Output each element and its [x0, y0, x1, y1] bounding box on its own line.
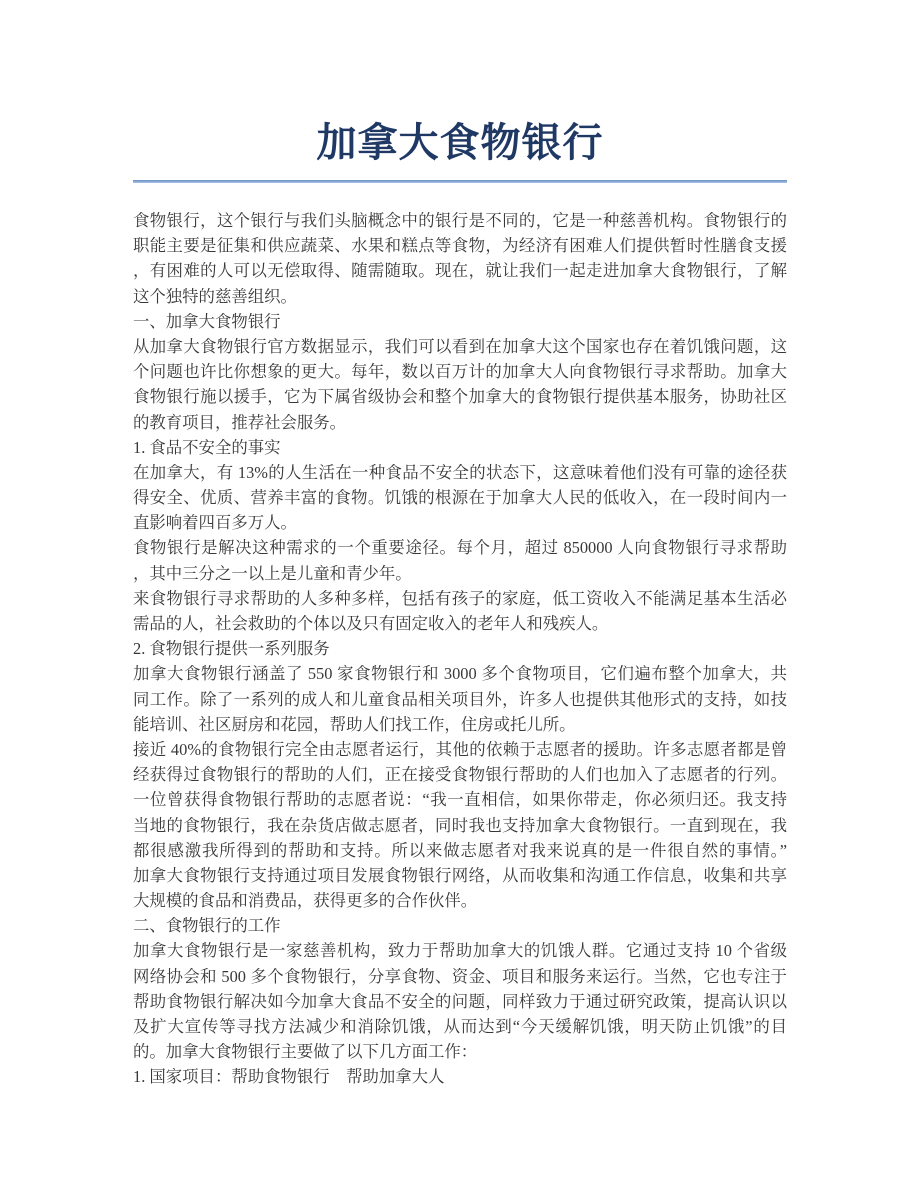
text-line: 这个独特的慈善组织。 — [133, 286, 297, 306]
text-line: 接近 40%的食物银行完全由志愿者运行，其他的依赖于志愿者的援助。许多志愿者都是曾 — [133, 739, 787, 759]
text-line: 帮助食物银行解决如今加拿大食品不安全的问题，同样致力于通过研究政策，提高认识以 — [133, 991, 787, 1011]
text-line: 网络协会和 500 多个食物银行，分享食物、资金、项目和服务来运行。当然，它也专注于 — [133, 966, 787, 986]
list-item-line: 1. 国家项目：帮助食物银行 帮助加拿大人 — [133, 1067, 445, 1087]
text-line: 加拿大食物银行是一家慈善机构，致力于帮助加拿大的饥饿人群。它通过支持 10 个省级 — [133, 941, 787, 961]
text-line: 在加拿大，有 13%的人生活在一种食品不安全的状态下，这意味着他们没有可靠的途径获 — [133, 462, 787, 482]
text-line: 一位曾获得食物银行帮助的志愿者说：“我一直相信，如果你带走，你必须归还。我支持 — [133, 790, 787, 810]
text-line: 直影响着四百多万人。 — [133, 513, 297, 533]
text-line: 都很感激我所得到的帮助和支持。所以来做志愿者对我来说真的是一件很自然的事情。” — [133, 840, 787, 860]
text-line: 需品的人，社会救助的个体以及只有固定收入的老年人和残疾人。 — [133, 614, 609, 633]
document-title: 加拿大食物银行 — [316, 121, 604, 165]
text-line: 当地的食物银行，我在杂货店做志愿者，同时我也支持加拿大食物银行。一直到现在，我 — [133, 815, 787, 835]
text-line: 能培训、社区厨房和花园，帮助人们找工作，住房或托儿所。 — [133, 714, 576, 734]
text-line: 的。加拿大食物银行主要做了以下几方面工作： — [133, 1042, 478, 1062]
text-line: 的教育项目，推荐社会服务。 — [133, 412, 347, 432]
text-line: 食物银行施以援手，它为下属省级协会和整个加拿大的食物银行提供基本服务，协助社区 — [133, 387, 787, 407]
text-line: 经获得过食物银行的帮助的人们，正在接受食物银行帮助的人们也加入了志愿者的行列。 — [133, 765, 787, 785]
section-heading-line: 二、食物银行的工作 — [133, 916, 281, 936]
text-line: 及扩大宣传等寻找方法减少和消除饥饿，从而达到“今天缓解饥饿，明天防止饥饿”的目 — [133, 1017, 787, 1036]
document-body — [133, 208, 787, 1090]
text-line: 得安全、优质、营养丰富的食物。饥饿的根源在于加拿大人民的低收入，在一段时间内一 — [133, 488, 787, 508]
text-line: 职能主要是征集和供应蔬菜、水果和糕点等食物，为经济有困难人们提供暂时性膳食支援 — [133, 236, 787, 256]
text-line: 从加拿大食物银行官方数据显示，我们可以看到在加拿大这个国家也存在着饥饿问题，这 — [133, 336, 787, 356]
text-line: 个问题也许比你想象的更大。每年，数以百万计的加拿大人向食物银行寻求帮助。加拿大 — [133, 362, 787, 382]
text-line: ，有困难的人可以无偿取得、随需随取。现在，就让我们一起走进加拿大食物银行，了解 — [133, 261, 787, 281]
section-heading-line: 1. 食品不安全的事实 — [133, 437, 281, 457]
text-line: 大规模的食品和消费品，获得更多的合作伙伴。 — [133, 891, 478, 911]
text-line: 来食物银行寻求帮助的人多种多样，包括有孩子的家庭，低工资收入不能满足基本生活必 — [133, 588, 787, 608]
text-line: 加拿大食物银行涵盖了 550 家食物银行和 3000 多个食物项目，它们遍布整个加拿大，共 — [133, 664, 787, 684]
text-line: 同工作。除了一系列的成人和儿童食品相关项目外，许多人也提供其他形式的支持，如技 — [133, 689, 787, 709]
title-divider — [133, 180, 787, 183]
section-heading-line: 一、加拿大食物银行 — [133, 311, 281, 331]
text-line: 食物银行，这个银行与我们头脑概念中的银行是不同的，它是一种慈善机构。食物银行的 — [133, 211, 787, 230]
text-line: 食物银行是解决这种需求的一个重要途径。每个月，超过 850000 人向食物银行寻求帮助 — [133, 538, 787, 558]
section-heading-line: 2. 食物银行提供一系列服务 — [133, 639, 330, 659]
text-line: ，其中三分之一以上是儿童和青少年。 — [133, 563, 412, 583]
text-line: 加拿大食物银行支持通过项目发展食物银行网络，从而收集和沟通工作信息，收集和共享 — [133, 865, 787, 885]
